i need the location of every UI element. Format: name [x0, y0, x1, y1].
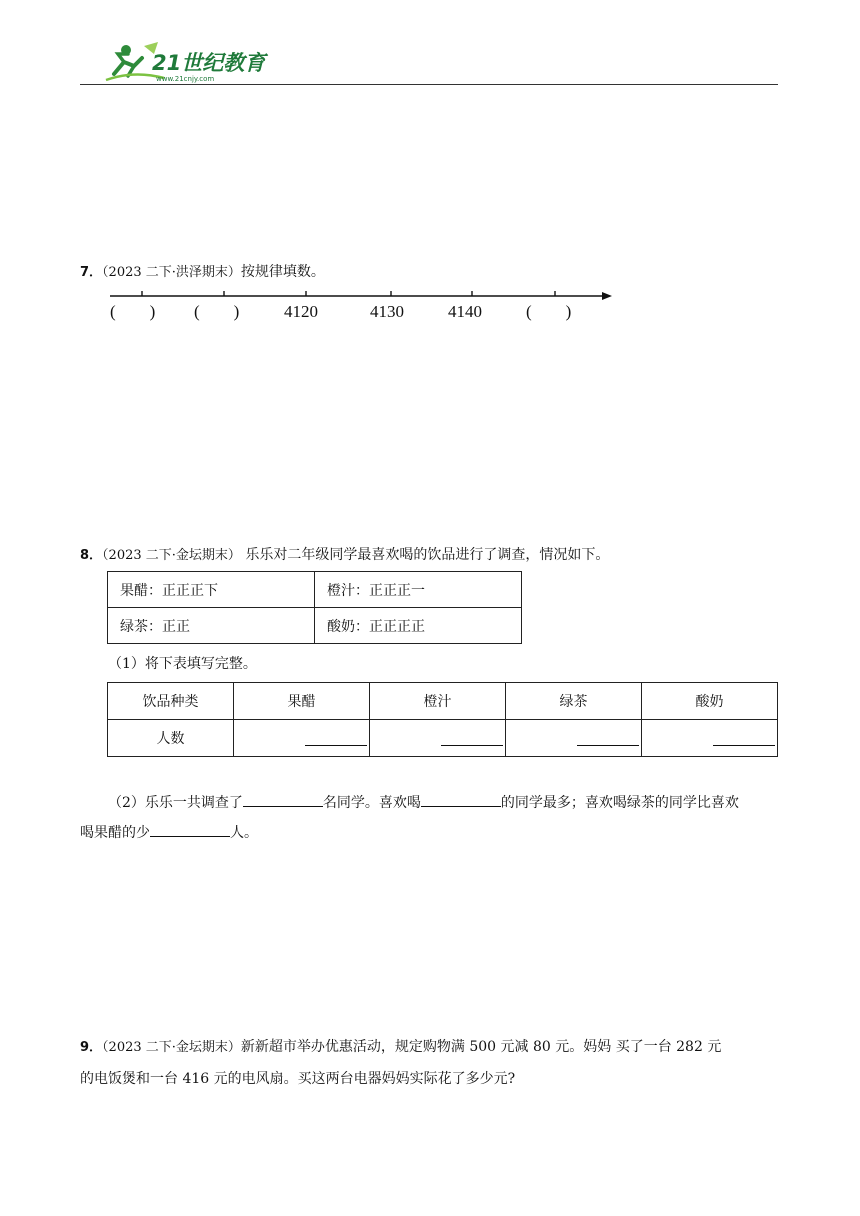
q8-prompt: 乐乐对二年级同学最喜欢喝的饮品进行了调查，情况如下。 [240, 547, 610, 563]
row-label: 人数 [108, 720, 234, 757]
table-row [108, 608, 522, 644]
label-blank-2: ( ) [194, 302, 240, 321]
table-header-row [108, 683, 778, 720]
logo-url: www.21cnjy.com [156, 75, 215, 83]
label-blank-3: ( ) [526, 302, 572, 321]
tally-table [107, 571, 522, 644]
answer-blank[interactable] [421, 792, 501, 807]
sub2-text: 的同学最多；喜欢喝绿茶的同学比喜欢 [500, 795, 739, 811]
q9-number: 9． [80, 1040, 103, 1055]
q9-line2: 的电饭煲和一台 416 元的电风扇。买这两台电器妈妈实际花了多少元? [80, 1071, 516, 1087]
q7-source: （2023 二下·洪泽期末） [102, 265, 241, 280]
logo-text: 21世纪教育 [152, 51, 266, 75]
sub2-text: 人。 [230, 825, 258, 841]
tally-cell: 酸奶：正正正正 [315, 608, 522, 644]
q9-line1: 新新超市举办优惠活动，规定购物满 500 元减 80 元。妈妈 买了一台 282 元 [240, 1039, 722, 1055]
q8-sub2-line1 [108, 788, 780, 818]
label-blank-1: ( ) [110, 302, 156, 321]
arrow-head-icon [602, 292, 612, 300]
answer-blank [713, 745, 775, 746]
q7-number: 7． [80, 265, 103, 280]
header-rule [80, 84, 778, 85]
answer-cell[interactable] [370, 720, 506, 757]
sub2-text: （2）乐乐一共调查了 [108, 795, 243, 811]
tally-cell: 橙汁：正正正一 [315, 572, 522, 608]
answer-blank [441, 745, 503, 746]
label-4140: 4140 [448, 302, 482, 321]
answer-blank [577, 745, 639, 746]
header-cell: 酸奶 [642, 683, 778, 720]
question-9 [80, 1032, 721, 1063]
q8-source: （2023 二下·金坛期末） [102, 548, 241, 563]
label-4120: 4120 [284, 302, 318, 321]
site-logo [104, 40, 274, 86]
sub2-text: 喝果醋的少 [80, 825, 150, 841]
tally-cell: 果醋：正正正下 [108, 572, 315, 608]
q8-number: 8． [80, 548, 103, 563]
drink-count-table [107, 682, 778, 757]
answer-blank [305, 745, 367, 746]
answer-blank[interactable] [150, 822, 230, 837]
sub2-text: 名同学。喜欢喝 [322, 795, 421, 811]
q8-sub2-line2 [80, 818, 258, 848]
q8-sub1: （1）将下表填写完整。 [108, 656, 257, 672]
answer-cell[interactable] [506, 720, 642, 757]
header-cell: 饮品种类 [108, 683, 234, 720]
number-line [106, 284, 626, 324]
table-row [108, 572, 522, 608]
answer-cell[interactable] [234, 720, 370, 757]
table-row [108, 720, 778, 757]
header-cell: 果醋 [234, 683, 370, 720]
q7-prompt: 按规律填数。 [240, 264, 325, 280]
label-4130: 4130 [370, 302, 404, 321]
answer-cell[interactable] [642, 720, 778, 757]
q9-source: （2023 二下·金坛期末） [102, 1040, 241, 1055]
header-cell: 橙汁 [370, 683, 506, 720]
header-cell: 绿茶 [506, 683, 642, 720]
question-8 [80, 540, 609, 571]
tally-cell: 绿茶：正正 [108, 608, 315, 644]
answer-blank[interactable] [243, 792, 323, 807]
